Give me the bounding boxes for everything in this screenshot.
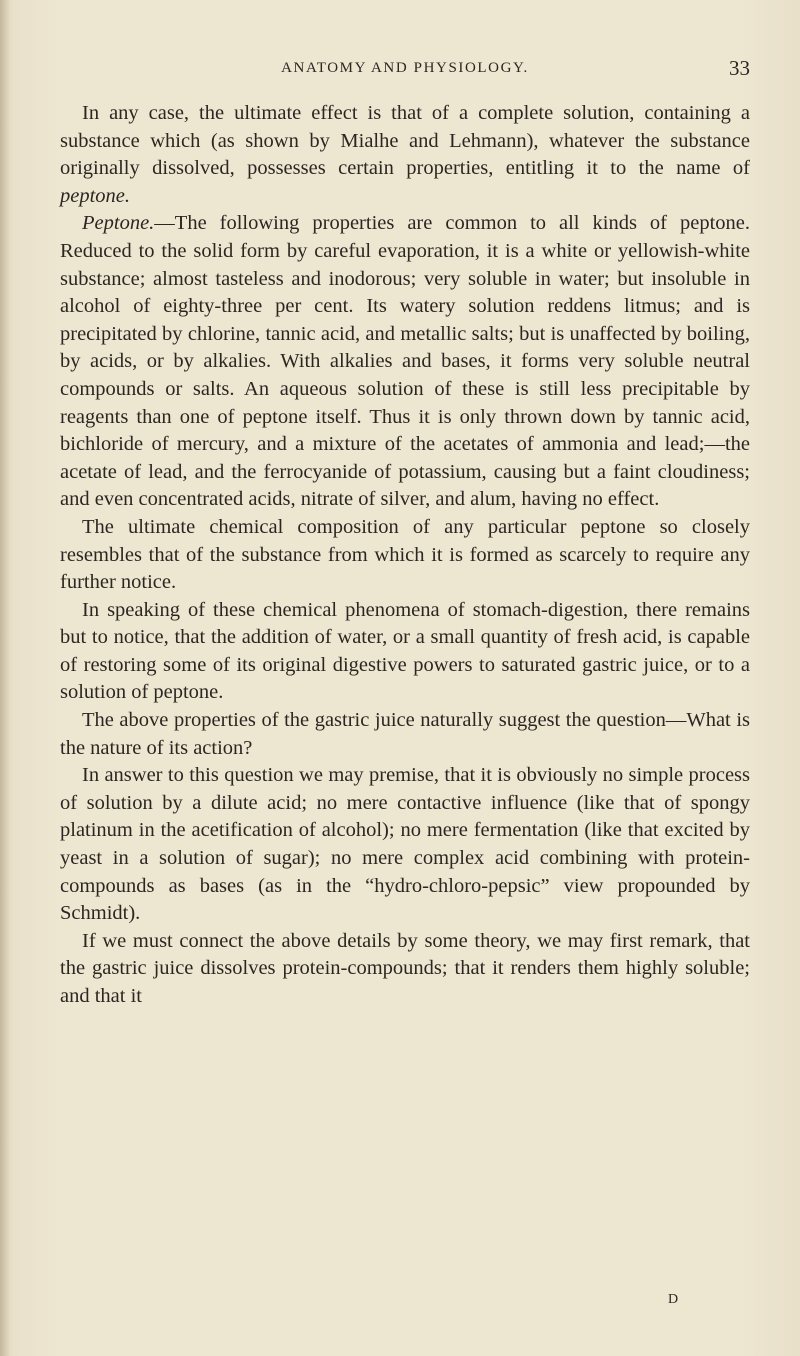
- signature-mark: D: [668, 1292, 679, 1307]
- paragraph: If we must connect the above details by some theory, we may first remark, that the gastric juice dissolves protein-compounds; that it renders them highly soluble; and that it: [60, 929, 750, 1007]
- paragraph: The above properties of the gastric juice naturally suggest the question—What is the nature of its action?: [60, 709, 750, 759]
- paragraph-text: —The following properties are common to all kinds of peptone. Reduced to the solid form by careful evaporation, it is a white or yellowish-white substance; almost tasteless and inodorous; very soluble in water; but insoluble in alcohol of eighty-three per cent. Its watery solution reddens litmus; and is precipitated by chlorine, tannic acid, and metallic salts; but is unaffected by boiling, by acids, or by alkalies. With alkalies and bases, it forms very soluble neutral compounds or salts. An aqueous solution of these is still less precipitable by reagents than one of peptone itself. Thus it is only thrown down by tannic acid, bichloride of mercury, and a mixture of the acetates of ammonia and lead;—the acetate of lead, and the ferrocyanide of potassium, causing but a faint cloudiness; and even concentrated acids, nitrate of silver, and alum, having no effect.: [60, 212, 750, 511]
- spine-shadow: [0, 0, 10, 1356]
- body-text: [60, 100, 750, 1011]
- paragraph: The ultimate chemical composition of any particular peptone so closely resembles that of the substance from which it is formed as scarcely to require any further notice.: [60, 515, 750, 594]
- page-number: 33: [729, 56, 750, 80]
- paragraph: [60, 100, 750, 210]
- paragraph: In speaking of these chemical phenomena of stomach-digestion, there remains but to notice, that the addition of water, or a small quantity of fresh acid, is capable of restoring some of its original digestive powers to saturated gastric juice, or to a solution of peptone.: [60, 598, 750, 704]
- italic-term: peptone.: [60, 184, 131, 207]
- paragraph: [60, 210, 750, 514]
- paragraph-text: In any case, the ultimate effect is that of a complete solution, containing a substance which (as shown by Mialhe and Lehmann), whatever the substance originally dissolved, possesses certain properties, entitling it to the name of: [60, 102, 750, 180]
- italic-heading: Peptone.: [82, 212, 155, 235]
- running-head: [60, 56, 750, 86]
- paragraph: In answer to this question we may premise, that it is obviously no simple process of solution by a dilute acid; no mere contactive influence (like that of spongy platinum in the acetification of alcohol); no mere fermentation (like that excited by yeast in a solution of sugar); no mere complex acid combining with protein-compounds as bases (as in the “hydro-chloro-pepsic” view propounded by Schmidt).: [60, 764, 750, 925]
- running-title: ANATOMY AND PHYSIOLOGY.: [281, 60, 529, 76]
